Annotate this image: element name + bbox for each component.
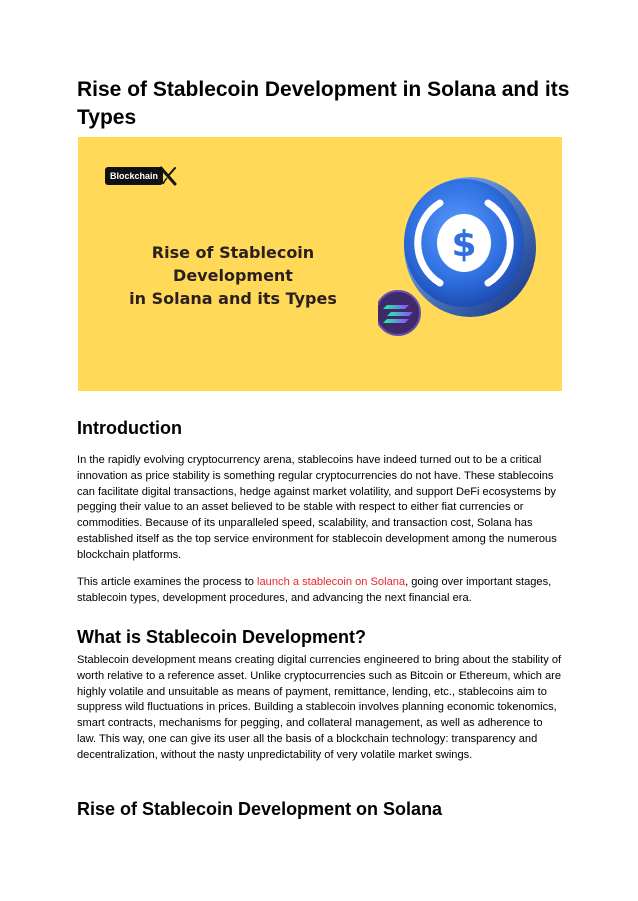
launch-stablecoin-link[interactable]: launch a stablecoin on Solana — [257, 576, 406, 588]
hero-banner — [78, 137, 562, 391]
intro-paragraph-1: In the rapidly evolving cryptocurrency arena, stablecoins have indeed turned out to be a critical innovation as price stability is something regular cryptocurrencies do not have. These stablecoins can facilitate digital transactions, hedge against market volatility, and support DeFi ecosystems by pegging their value to an asset believed to be stable with respect to either fiat currencies or commodities. Because of its unparalleled speed, scalability, and transaction cost, Solana has established itself as the top service environment for stablecoin development among the numerous blockchain platforms. — [77, 454, 557, 561]
page-title: Rise of Stablecoin Development in Solana and its Types — [77, 78, 570, 129]
dollar-symbol: $ — [451, 224, 477, 265]
hero-title-line1: Rise of Stablecoin Development — [151, 243, 315, 285]
section-heading-what-is: What is Stablecoin Development? — [77, 627, 367, 647]
hero-title — [98, 241, 368, 310]
logo-x-icon — [159, 166, 177, 186]
intro-p2-text-after: , going over important stages, stablecoin types, development procedures, and advancing the next financial era. — [77, 576, 552, 604]
stablecoin-illustration — [378, 175, 548, 355]
section-heading-rise: Rise of Stablecoin Development on Solana — [77, 799, 443, 819]
what-is-paragraph: Stablecoin development means creating digital currencies engineered to bring about the stability of worth relative to a reference asset. Unlike cryptocurrencies such as Bitcoin or Ethereum, which are highly volatile and unsuitable as means of payment, remittance, lending, etc., stablecoins aim to suppress wild fluctuations in prices. Building a stablecoin involves planning economic tokenomics, smart contracts, mechanisms for pegging, and collateral management, as well as adherence to law. This way, one can give its user all the basis of a blockchain technology: transparency and decentralization, without the nasty unpredictability of very volatile market swings. — [77, 654, 562, 761]
logo-text: Blockchain — [105, 167, 163, 185]
section-heading-introduction: Introduction — [77, 418, 182, 438]
intro-paragraph-2 — [77, 575, 563, 607]
hero-title-line2: in Solana and its Types — [129, 289, 337, 308]
blockchainx-logo — [105, 164, 177, 188]
intro-p2-text-before: This article examines the process to — [77, 576, 258, 588]
